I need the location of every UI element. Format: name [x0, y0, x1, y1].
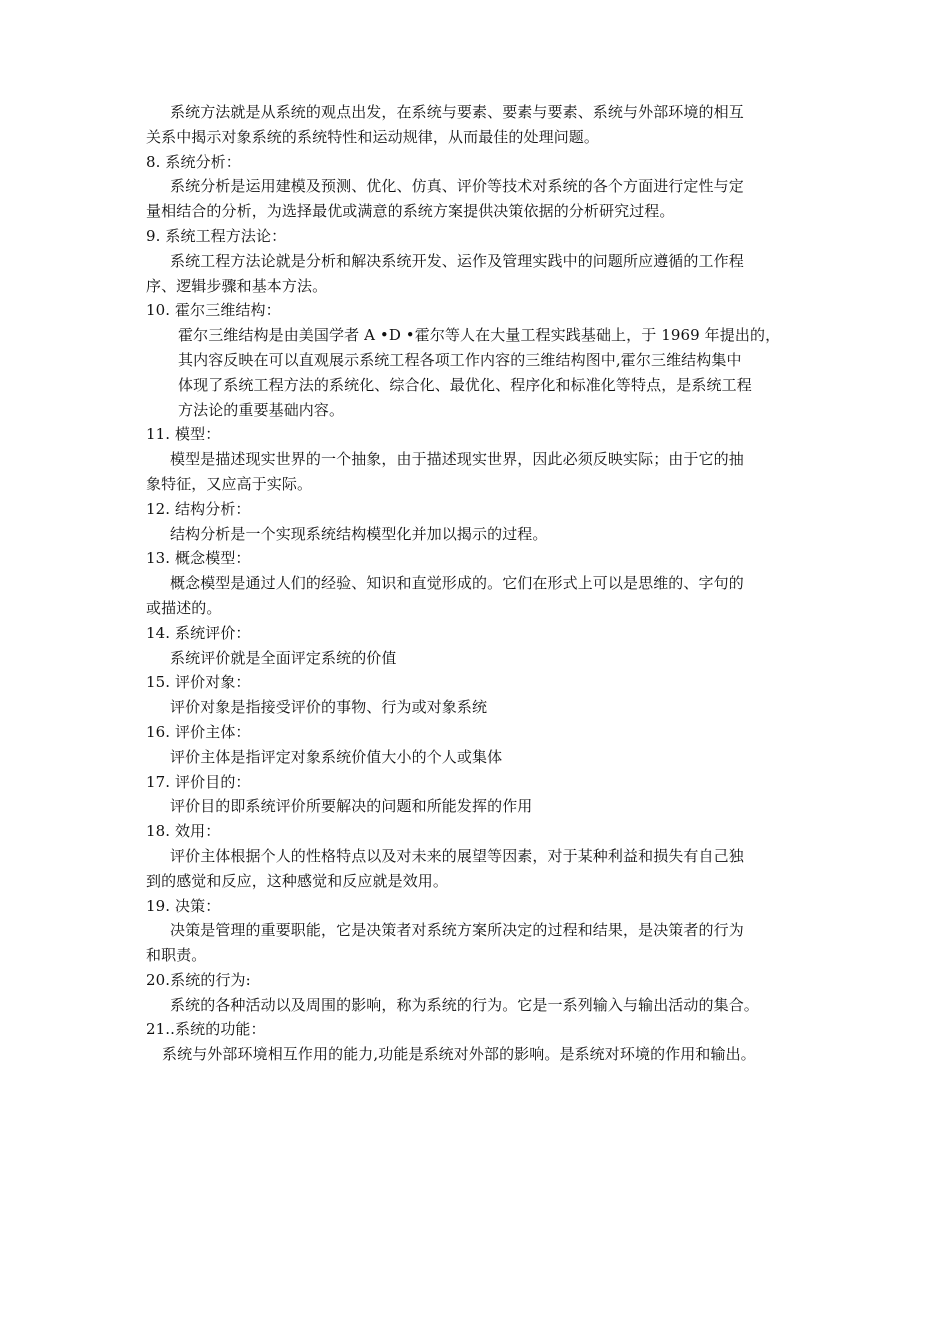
section-heading: 17. 评价目的： — [146, 772, 251, 791]
section-heading: 15. 评价对象： — [146, 673, 251, 692]
paragraph-line: 关系中揭示对象系统的系统特性和运动规律，从而最佳的处理问题。 — [146, 127, 600, 146]
paragraph-line: 系统的各种活动以及周围的影响，称为系统的行为。它是一系列输入与输出活动的集合。 — [170, 995, 759, 1014]
paragraph-line: 概念模型是通过人们的经验、知识和直觉形成的。它们在形式上可以是思维的、字句的 — [170, 574, 744, 593]
paragraph-line: 决策是管理的重要职能，它是决策者对系统方案所决定的过程和结果，是决策者的行为 — [170, 921, 744, 940]
section-heading: 11. 模型： — [146, 425, 221, 444]
document-body — [146, 100, 812, 1067]
paragraph-line: 系统方法就是从系统的观点出发，在系统与要素、要素与要素、系统与外部环境的相互 — [170, 103, 744, 121]
paragraph-line: 系统评价就是全面评定系统的价值 — [170, 648, 397, 667]
section-heading: 12. 结构分析： — [146, 499, 251, 518]
paragraph-line: 象特征，又应高于实际。 — [146, 474, 313, 493]
section-heading: 18. 效用： — [146, 822, 221, 841]
paragraph-line: 到的感觉和反应，这种感觉和反应就是效用。 — [146, 871, 449, 890]
section-heading: 13. 概念模型： — [146, 549, 251, 568]
paragraph-line: 评价对象是指接受评价的事物、行为或对象系统 — [170, 698, 488, 717]
section-heading: 19. 决策： — [146, 896, 221, 915]
paragraph-line: 霍尔三维结构是由美国学者 A •D •霍尔等人在大量工程实践基础上，于 1969 年提出的， — [178, 326, 781, 345]
paragraph-line: 评价目的即系统评价所要解决的问题和所能发挥的作用 — [170, 797, 533, 816]
paragraph-line: 系统与外部环境相互作用的能力,功能是系统对外部的影响。是系统对环境的作用和输出。 — [162, 1045, 756, 1064]
paragraph-line: 或描述的。 — [146, 598, 222, 617]
paragraph-line: 序、逻辑步骤和基本方法。 — [146, 276, 328, 295]
paragraph-line: 其内容反映在可以直观展示系统工程各项工作内容的三维结构图中,霍尔三维结构集中 — [178, 350, 742, 369]
section-heading: 10. 霍尔三维结构： — [146, 301, 281, 320]
section-heading: 20.系统的行为: — [146, 970, 251, 989]
paragraph-line: 量相结合的分析，为选择最优或满意的系统方案提供决策依据的分析研究过程。 — [146, 202, 675, 221]
paragraph-line: 系统工程方法论就是分析和解决系统开发、运作及管理实践中的问题所应遵循的工作程 — [170, 251, 744, 270]
section-heading: 14. 系统评价： — [146, 623, 251, 642]
paragraph-line: 评价主体是指评定对象系统价值大小的个人或集体 — [170, 747, 503, 766]
paragraph-line: 评价主体根据个人的性格特点以及对未来的展望等因素，对于某种利益和损失有自己独 — [170, 846, 744, 865]
paragraph-line: 方法论的重要基础内容。 — [178, 400, 345, 419]
paragraph-line: 系统分析是运用建模及预测、优化、仿真、评价等技术对系统的各个方面进行定性与定 — [170, 177, 744, 196]
paragraph-line: 体现了系统工程方法的系统化、综合化、最优化、程序化和标准化等特点，是系统工程 — [178, 375, 752, 394]
section-heading: 9. 系统工程方法论： — [146, 226, 287, 245]
paragraph-line: 结构分析是一个实现系统结构模型化并加以揭示的过程。 — [170, 524, 548, 543]
section-heading: 21..系统的功能： — [146, 1020, 266, 1039]
section-heading: 16. 评价主体： — [146, 722, 251, 741]
paragraph-line: 和职责。 — [146, 946, 207, 965]
section-heading: 8. 系统分析： — [146, 152, 241, 171]
paragraph-line: 模型是描述现实世界的一个抽象，由于描述现实世界，因此必须反映实际；由于它的抽 — [170, 450, 744, 469]
